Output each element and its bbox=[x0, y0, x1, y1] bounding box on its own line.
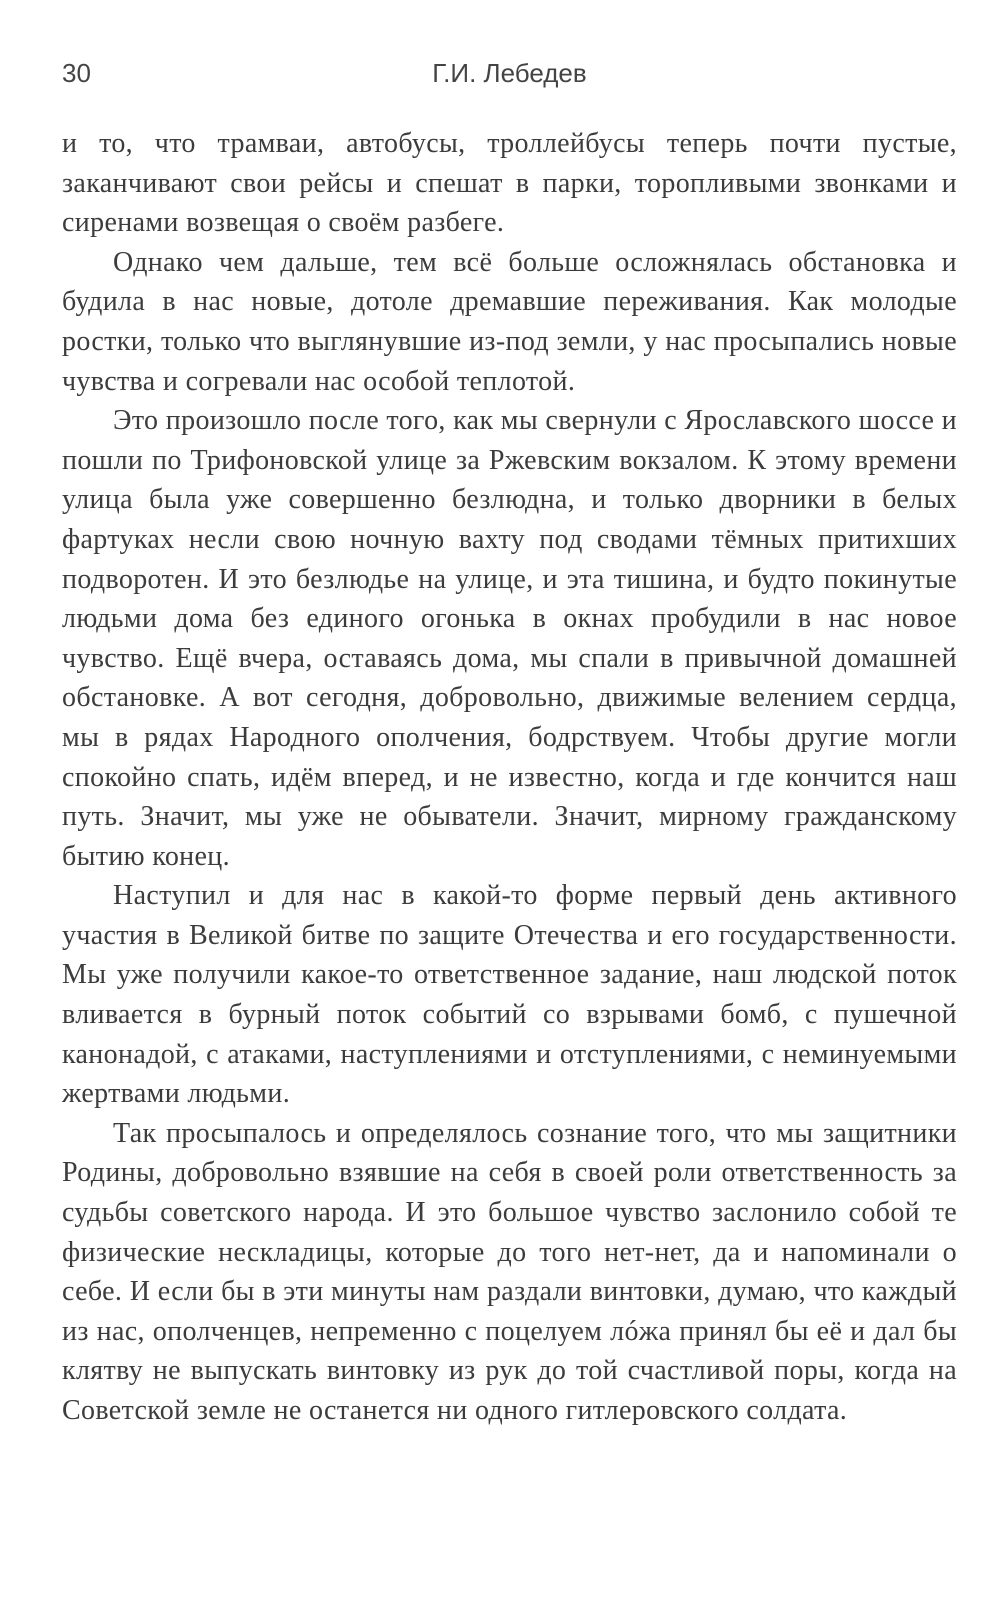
running-head bbox=[62, 58, 957, 98]
paragraph: Так просыпалось и определялось сознание того, что мы защитники Родины, добровольно взявшие на себя в своей роли ответственность за судьбы советского народа. И это большое чувство заслонило собой те физические нескладицы, которые до того нет-нет, да и напоминали о себе. И если бы в эти минуты нам раздали винтовки, думаю, что каждый из нас, ополченцев, непременно с поцелуем лóжа принял бы её и дал бы клятву не выпускать винтовку из рук до той счастливой поры, когда на Советской земле не останется ни одного гитлеровского солдата. bbox=[62, 1117, 957, 1426]
paragraph-continued: и то, что трамваи, автобусы, троллейбусы теперь почти пустые, заканчивают свои рейсы и спешат в парки, торопливыми звонками и сиренами возвещая о своём разбеге. bbox=[62, 128, 957, 239]
running-title: Г.И. Лебедев bbox=[432, 58, 587, 88]
page-number: 30 bbox=[62, 58, 91, 88]
body-text bbox=[62, 124, 957, 1431]
paragraph: Это произошло после того, как мы свернули с Ярославского шоссе и пошли по Трифоновской улице за Ржевским вокзалом. К этому времени улица была уже совершенно безлюдна, и только дворники в белых фартуках несли свою ночную вахту под сводами тёмных притихших подворотен. И это безлюдье на улице, и эта тишина, и будто покинутые людьми дома без единого огонька в окнах пробудили в нас новое чувство. Ещё вчера, оставаясь дома, мы спали в привычной домашней обстановке. А вот сегодня, добровольно, движимые велением сердца, мы в рядах Народного ополчения, бодрствуем. Чтобы другие могли спокойно спать, идём вперед, и не известно, когда и где кончится наш путь. Значит, мы уже не обыватели. Значит, мирному гражданскому бытию конец. bbox=[62, 405, 957, 872]
paragraph: Однако чем дальше, тем всё больше осложнялась обстановка и будила в нас новые, дотоле дремавшие переживания. Как молодые ростки, только что выглянувшие из-под земли, у нас просыпались новые чувства и согревали нас особой теплотой. bbox=[62, 246, 957, 397]
paragraph: Наступил и для нас в какой-то форме первый день активного участия в Великой битве по защите Отечества и его государственности. Мы уже получили какое-то ответственное задание, наш людской поток вливается в бурный поток событий со взрывами бомб, с пушечной канонадой, с атаками, наступлениями и отступлениями, с неминуемыми жертвами людьми. bbox=[62, 880, 957, 1110]
